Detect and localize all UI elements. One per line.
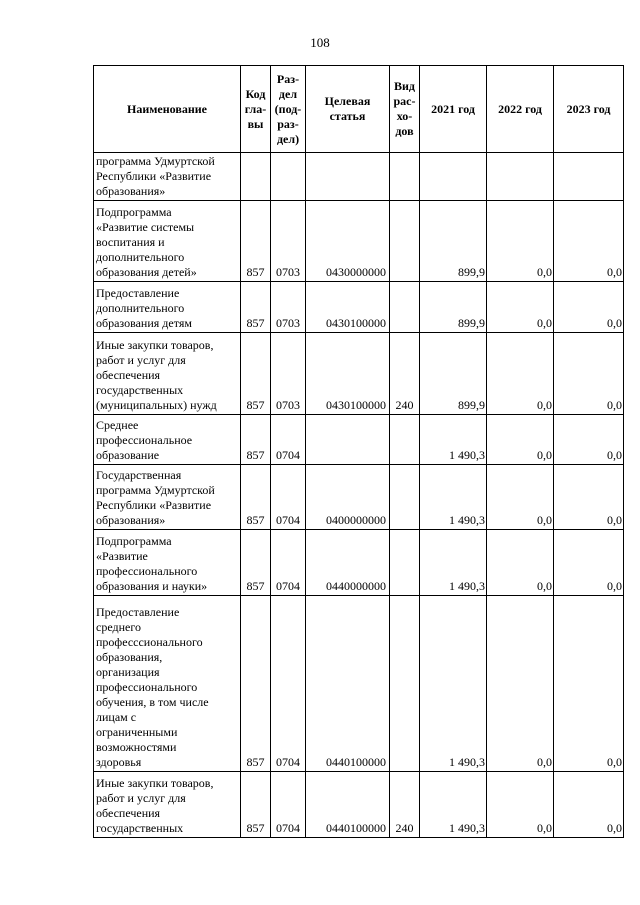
header-section: Раз- дел (под- раз- дел) xyxy=(271,66,306,153)
row-code: 857 xyxy=(241,772,271,838)
row-type xyxy=(390,530,420,596)
row-2021: 1 490,3 xyxy=(420,530,487,596)
row-name: Иные закупки товаров, работ и услуг для обеспечения государственных xyxy=(94,772,241,838)
row-2021: 899,9 xyxy=(420,333,487,415)
row-section: 0704 xyxy=(271,415,306,465)
row-2021: 1 490,3 xyxy=(420,415,487,465)
row-code: 857 xyxy=(241,596,271,772)
row-2023: 0,0 xyxy=(554,772,624,838)
row-2021: 899,9 xyxy=(420,282,487,333)
row-2022 xyxy=(487,153,554,201)
row-2022: 0,0 xyxy=(487,201,554,282)
row-target: 0430000000 xyxy=(306,201,390,282)
row-2021: 1 490,3 xyxy=(420,596,487,772)
row-2023: 0,0 xyxy=(554,282,624,333)
page-number: 108 xyxy=(310,35,330,50)
row-2023: 0,0 xyxy=(554,465,624,530)
row-section xyxy=(271,153,306,201)
row-name: Предоставление дополнительного образования детям xyxy=(94,282,241,333)
row-section: 0704 xyxy=(271,772,306,838)
table-row xyxy=(94,333,624,415)
row-type xyxy=(390,153,420,201)
row-type xyxy=(390,465,420,530)
row-2023: 0,0 xyxy=(554,530,624,596)
table-body xyxy=(94,153,624,838)
row-2023: 0,0 xyxy=(554,415,624,465)
row-name: Иные закупки товаров, работ и услуг для обеспечения государственных (муниципальных) нужд xyxy=(94,333,241,415)
row-target: 0440000000 xyxy=(306,530,390,596)
row-section: 0704 xyxy=(271,530,306,596)
row-code: 857 xyxy=(241,201,271,282)
row-2022: 0,0 xyxy=(487,596,554,772)
row-code: 857 xyxy=(241,465,271,530)
table-row xyxy=(94,282,624,333)
row-2021: 1 490,3 xyxy=(420,465,487,530)
row-2023 xyxy=(554,153,624,201)
row-target xyxy=(306,153,390,201)
row-section: 0703 xyxy=(271,201,306,282)
row-2022: 0,0 xyxy=(487,333,554,415)
row-target xyxy=(306,415,390,465)
row-name: программа Удмуртской Республики «Развитие образования» xyxy=(94,153,241,201)
row-name: Среднее профессиональное образование xyxy=(94,415,241,465)
row-section: 0703 xyxy=(271,333,306,415)
row-2021: 1 490,3 xyxy=(420,772,487,838)
table-row xyxy=(94,772,624,838)
row-2023: 0,0 xyxy=(554,596,624,772)
row-code: 857 xyxy=(241,530,271,596)
table-row xyxy=(94,530,624,596)
row-name: Подпрограмма «Развитие системы воспитания и дополнительного образования детей» xyxy=(94,201,241,282)
row-target: 0400000000 xyxy=(306,465,390,530)
table-row xyxy=(94,596,624,772)
row-code: 857 xyxy=(241,333,271,415)
row-type xyxy=(390,415,420,465)
row-name: Подпрограмма «Развитие профессионального образования и науки» xyxy=(94,530,241,596)
header-2021: 2021 год xyxy=(420,66,487,153)
row-type xyxy=(390,201,420,282)
row-target: 0430100000 xyxy=(306,282,390,333)
table-row xyxy=(94,153,624,201)
header-type: Вид рас- хо- дов xyxy=(390,66,420,153)
row-target: 0440100000 xyxy=(306,772,390,838)
row-type: 240 xyxy=(390,772,420,838)
header-2023: 2023 год xyxy=(554,66,624,153)
row-2023: 0,0 xyxy=(554,201,624,282)
table-header-row xyxy=(94,66,624,153)
row-code: 857 xyxy=(241,282,271,333)
budget-table xyxy=(93,65,624,838)
header-code: Код гла- вы xyxy=(241,66,271,153)
row-2022: 0,0 xyxy=(487,772,554,838)
row-code xyxy=(241,153,271,201)
header-name: Наименование xyxy=(94,66,241,153)
row-section: 0704 xyxy=(271,596,306,772)
row-target: 0440100000 xyxy=(306,596,390,772)
row-target: 0430100000 xyxy=(306,333,390,415)
row-name: Государственная программа Удмуртской Республики «Развитие образования» xyxy=(94,465,241,530)
row-code: 857 xyxy=(241,415,271,465)
row-type xyxy=(390,596,420,772)
row-2022: 0,0 xyxy=(487,465,554,530)
row-section: 0704 xyxy=(271,465,306,530)
table-row xyxy=(94,201,624,282)
row-2022: 0,0 xyxy=(487,530,554,596)
row-type xyxy=(390,282,420,333)
table-row xyxy=(94,415,624,465)
table-row xyxy=(94,465,624,530)
row-2021 xyxy=(420,153,487,201)
header-2022: 2022 год xyxy=(487,66,554,153)
row-2023: 0,0 xyxy=(554,333,624,415)
row-type: 240 xyxy=(390,333,420,415)
header-target: Целевая статья xyxy=(306,66,390,153)
row-2021: 899,9 xyxy=(420,201,487,282)
row-2022: 0,0 xyxy=(487,415,554,465)
row-section: 0703 xyxy=(271,282,306,333)
row-name: Предоставление среднего професcсионального образования, организация профессионального обучения, в том числе лицам с ограниченными возможностями здоровья xyxy=(94,596,241,772)
row-2022: 0,0 xyxy=(487,282,554,333)
